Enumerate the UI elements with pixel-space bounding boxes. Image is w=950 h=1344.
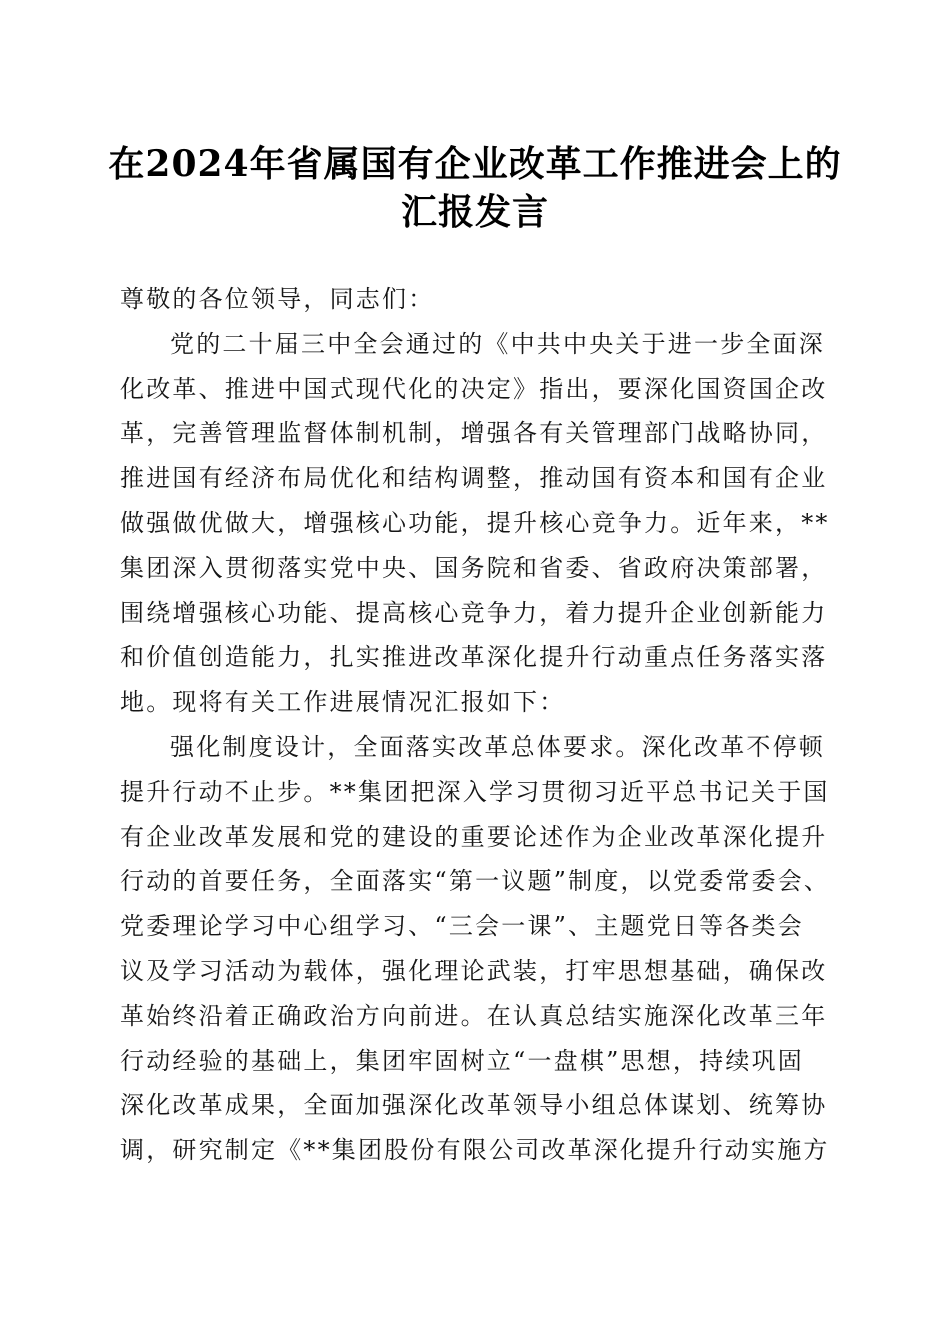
paragraph-1-line: 做强做优做大，增强核心功能，提升核心竞争力。近年来，**: [120, 508, 830, 537]
paragraph-1-line: 化改革、推进中国式现代化的决定》指出，要深化国资国企改: [120, 374, 828, 403]
paragraph-2-line: 强化制度设计，全面落实改革总体要求。深化改革不停顿: [170, 732, 825, 761]
paragraph-1-line: 和价值创造能力，扎实推进改革深化提升行动重点任务落实落: [120, 643, 828, 672]
paragraph-2-line: 深化改革成果，全面加强深化改革领导小组总体谋划、统筹协: [120, 1091, 828, 1120]
paragraph-2-line: 调，研究制定《**集团股份有限公司改革深化提升行动实施方: [120, 1136, 830, 1165]
document-body: [120, 277, 840, 1173]
paragraph-2-line: 议及学习活动为载体，强化理论武装，打牢思想基础，确保改: [120, 956, 828, 985]
paragraph-2-line: 党委理论学习中心组学习、“三会一课”、主题党日等各类会: [120, 912, 804, 941]
document-title: [80, 140, 870, 236]
paragraph-1-line: 党的二十届三中全会通过的《中共中央关于进一步全面深: [170, 329, 825, 358]
title-line-1: 在2024年省属国有企业改革工作推进会上的: [108, 143, 842, 185]
paragraph-1-line: 围绕增强核心功能、提高核心竞争力，着力提升企业创新能力: [120, 598, 828, 627]
paragraph-2-line: 行动的首要任务，全面落实“第一议题”制度，以党委常委会、: [120, 867, 831, 896]
paragraph-2-line: 有企业改革发展和党的建设的重要论述作为企业改革深化提升: [120, 822, 828, 851]
salutation: 尊敬的各位领导，同志们：: [120, 285, 435, 313]
paragraph-1: [120, 322, 840, 725]
paragraph-1-line: 地。现将有关工作进展情况汇报如下：: [120, 688, 566, 717]
paragraph-2-line: 行动经验的基础上，集团牢固树立“一盘棋”思想，持续巩固: [120, 1046, 804, 1075]
paragraph-2: [120, 725, 840, 1173]
paragraph-1-line: 革，完善管理监督体制机制，增强各有关管理部门战略协同，: [120, 419, 828, 448]
paragraph-1-line: 集团深入贯彻落实党中央、国务院和省委、省政府决策部署，: [120, 553, 828, 582]
title-line-2: 汇报发言: [400, 191, 549, 233]
paragraph-2-line: 革始终沿着正确政治方向前进。在认真总结实施深化改革三年: [120, 1001, 828, 1030]
paragraph-2-line: 提升行动不止步。**集团把深入学习贯彻习近平总书记关于国: [120, 777, 830, 806]
paragraph-1-line: 推进国有经济布局优化和结构调整，推动国有资本和国有企业: [120, 464, 828, 493]
